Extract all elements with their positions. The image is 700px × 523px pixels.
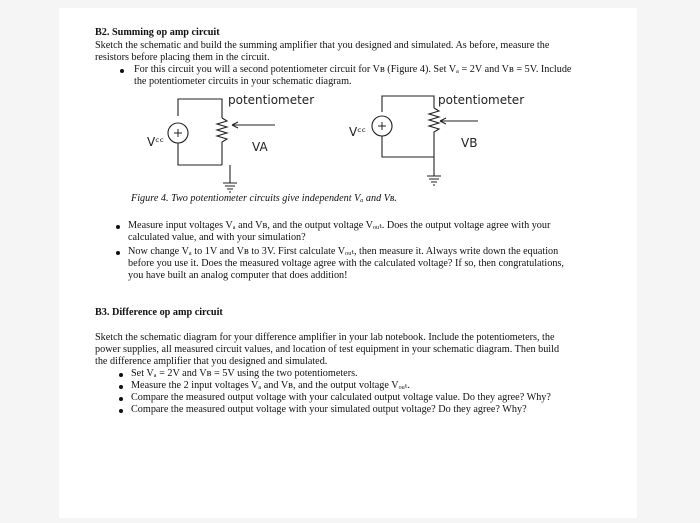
- b2-bullet2-line-1: Measure input voltages Vₐ and Vʙ, and the output voltage Vₒᵤₜ. Does the output voltage agree with your: [128, 220, 551, 231]
- bullet-dot: [119, 409, 123, 413]
- b3-bullet-1: Set Vₐ = 2V and Vʙ = 5V using the two potentiometers.: [131, 368, 358, 379]
- b2-bullet3-line-2: before you use it. Does the measured voltage agree with the calculated voltage? If so, then congratulations,: [128, 258, 564, 269]
- left-pot-label: potentiometer: [228, 93, 315, 107]
- b3-bullet-3: Compare the measured output voltage with your calculated output voltage value. Do they agree? Why?: [131, 392, 551, 403]
- b2-intro-line-2: resistors before placing them in the circuit.: [95, 52, 270, 63]
- b2-bullet1-line-1: For this circuit you will a second potentiometer circuit for Vʙ (Figure 4). Set Vₐ = 2V and Vʙ = 5V. Include: [134, 64, 572, 75]
- right-pot-label: potentiometer: [438, 93, 525, 107]
- b2-bullet1-line-2: the potentiometer circuits in your schematic diagram.: [134, 76, 352, 87]
- left-vcc-label: Vᶜᶜ: [147, 135, 165, 149]
- b3-bullet-4: Compare the measured output voltage with your simulated output voltage? Do they agree? Why?: [131, 404, 527, 415]
- b3-intro-line-3: the difference amplifier that you designed and simulated.: [95, 356, 328, 367]
- b2-intro-line-1: Sketch the schematic and build the summing amplifier that you designed and simulated. As before, measure the: [95, 40, 550, 51]
- right-vcc-label: Vᶜᶜ: [349, 125, 367, 139]
- b2-heading: B2. Summing op amp circuit: [95, 27, 220, 38]
- b2-bullet3-line-3: you have built an analog computer that does addition!: [128, 270, 348, 281]
- bullet-dot: [119, 373, 123, 377]
- figure-4-caption: Figure 4. Two potentiometer circuits give independent Vₐ and Vʙ.: [131, 193, 397, 204]
- b2-bullet3-line-1: Now change Vₐ to 1V and Vʙ to 3V. First calculate Vₒᵤₜ, then measure it. Always write down the equation: [128, 246, 559, 257]
- right-vb-label: VB: [461, 136, 478, 150]
- bullet-dot: [116, 225, 120, 229]
- b3-intro-line-2: power supplies, all measured circuit values, and location of test equipment in your schematic diagram. Then build: [95, 344, 560, 355]
- b2-bullet2-line-2: calculated value, and with your simulation?: [128, 232, 306, 243]
- left-va-label: VA: [252, 140, 268, 154]
- bullet-dot: [116, 251, 120, 255]
- bullet-dot: [119, 397, 123, 401]
- b3-bullet-2: Measure the 2 input voltages Vₐ and Vʙ, and the output voltage Vₒᵤₜ.: [131, 380, 410, 391]
- b3-intro-line-1: Sketch the schematic diagram for your difference amplifier in your lab notebook. Include the potentiometers, the: [95, 332, 555, 343]
- bullet-dot: [119, 385, 123, 389]
- b3-heading: B3. Difference op amp circuit: [95, 307, 223, 318]
